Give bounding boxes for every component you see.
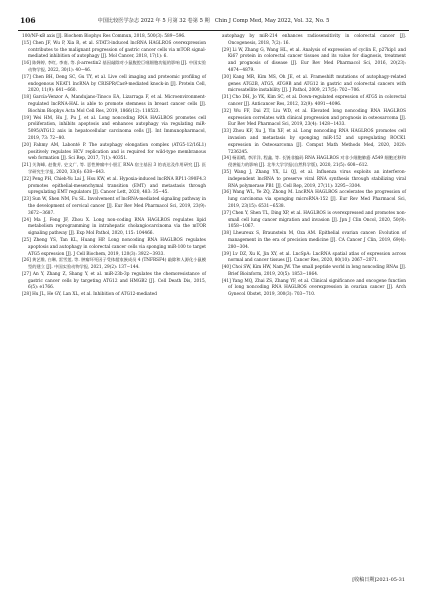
- reference-entry: [31] Cho DH, Jo YK, Kim SC, et al. Down-regulated expression of ATG5 in colorectal cancer [J]. Anticancer Res, 2012, 32(9): 4091−4096.: [222, 95, 406, 107]
- reference-entry: [29] Li W, Zhang G, Wang HL, et al. Analysis of expression of cyclin E, p27kip1 and Ki67 protein in colorectal cancer tissues and its value for diagnosis, treatment and prognosis of disease [J]. Eur Rev Med Pharmacol Sci, 2016, 20(23): 4874−4879.: [222, 47, 406, 73]
- references-left-column: [22, 34, 206, 299]
- reference-entry: [36] Wang WL, Ye ZQ, Zhong M. LncRNA HAGLROS accelerates the progression of lung carcinoma via sponging microRNA-152 [J]. Eur Rev Med Pharmacol Sci, 2019, 23(15): 6531−6538.: [222, 190, 406, 209]
- reference-entry: 100/NF-κB axis [J]. Biochem Biophys Res Commun, 2018, 500(3): 589−596.: [22, 34, 186, 39]
- reference-entry: [30] Kang MR, Kim MS, Oh JE, et al. Frameshift mutations of autophagy-related genes ATG2B, ATG5, ATG9B and ATG12 in gastric and colorectal cancers with microsatellite instability [J]. J Pathol, 2009, 217(5): 702−706.: [222, 74, 406, 94]
- reference-entry: [37] Chen Y, Shen TL, Ding XP, et al. HAGLROS is overexpressed and promotes non-small cell lung cancer migration and invasion [J]. Jpn J Clin Oncol, 2020, 50(9): 1058−1067.: [222, 210, 406, 230]
- reference-entry: [40] Choi SW, Kim HW, Nam JW. The small peptide world in long noncoding RNAs [J]. Brief Bioinform, 2019, 20(5): 1853−1864.: [222, 265, 406, 277]
- reference-entry: [33] Zhou KF, Xu J, Yin XF, et al. Long noncoding RNA HAGLROS promotes cell invasion and metastasis by sponging miR-152 and upregulating ROCK1 expression in Osteosarcoma [J]. Comput Math Methods Med, 2020, 2020: 7236245.: [222, 129, 406, 155]
- reference-entry: [35] Wang J, Zhang YX, Li QJ, et al. Influenza virus exploits an interferon-independent lncRNA to preserve viral RNA synthesis through stabilizing viral RNA polymerase PB1 [J]. Cell Rep, 2019, 27(11): 3295−3304.: [222, 169, 406, 189]
- reference-entry: [22] Peng PH, Chieh-Yu Lai J, Hsu KW, et al. Hypoxia-induced lncRNA RP11-390F4.3 promotes epithelial-mesenchymal transition (EMT) and metastasis through upregulating EMT regulators [J]. Cancer Lett, 2020, 483: 35−45.: [22, 176, 206, 196]
- reference-entry: autophagy by miR-214 enhances radiosensitivity in colorectal cancer [J]. Oncogenesis, 2018, 7(2): 16.: [222, 34, 406, 46]
- reference-entry: [28] Hu JL, He GY, Lan XL, et al. Inhibition of ATG12-mediated: [22, 292, 157, 298]
- reference-entry: [25] Zheng YS, Tan KL, Huang HP. Long noncoding RNA HAGLROS regulates apoptosis and autophagy in colorectal cancer cells via sponging miR-100 to target ATG5 expression [J]. J Cell Biochem, 2019, 120(3): 3922−3933.: [22, 237, 206, 257]
- reference-entry: [38] Lheureux S, Braunstein M, Oza AM. Epithelial ovarian cancer: Evolution of management in the era of precision medicine [J]. CA Cancer J Clin, 2019, 69(4): 280−304.: [222, 231, 406, 250]
- page-number: 106: [20, 16, 36, 25]
- reference-entry: [23] Sun W, Shen NM, Fu SL. Involvement of lncRNA-mediated signaling pathway in the development of cervical cancer [J]. Eur Rev Med Pharmacol Sci, 2019, 23(9): 3672−3687.: [22, 197, 206, 216]
- reference-entry: [41] Yang MQ, Zhai ZS, Zhang YF, et al. Clinical significance and oncogene function of long noncoding RNA HAGLROS overexpression in ovarian cancer [J]. Arch Gynecol Obstet, 2019, 300(3): 703−710.: [222, 278, 406, 298]
- reference-entry: [16] 陈婵婷, 李红, 李南, 等. β-arrestin2 基因敲除对小鼠腹腔巨噬细胞功能的影响 [J]. 中国实验动物学报, 2022, 30(1): 40−46.: [22, 61, 206, 73]
- header-divider: [18, 30, 409, 31]
- reference-entry: [34] 杨雨晴, 李洋洋, 程鑫, 等. 长链非编码 RNA HAGLROS 对非小细胞肺癌 A549 细胞迁移和侵袭能力的影响 [J]. 北华大学学报(自然科学版), 2020, 21(5): 608−612.: [222, 156, 406, 169]
- reference-entry: [18] García-Venzor A, Mandujano-Tinoco EA, Lizarraga F, et al. Microenvironment-regulated lncRNA-HAL is able to promote stemness in breast cancer cells [J]. Biochim Biophys Acta Mol Cell Res, 2019, 1866(12): 118523.: [22, 95, 206, 114]
- reference-entry: [19] Wei HM, Hu J, Pu J, et al. Long noncoding RNA HAGLROS promotes cell proliferation, inhibits apoptosis and enhances autophagy via regulating miR-5095/ATG12 axis in hepatocellular carcinoma cells [J]. Int Immunopharmacol, 2019, 73: 72−80.: [22, 115, 206, 141]
- reference-entry: [15] Chen JF, Wu P, Xia R, et al. STAT3-induced lncRNA HAGLROS overexpression contributes to the malignant progression of gastric cancer cells via mTOR signal-mediated inhibition of autophagy [J]. Mol Cancer, 2018, 17(1): 6.: [22, 40, 206, 60]
- received-date: [收稿日期]2021-05-31: [352, 577, 405, 583]
- reference-entry: [27] An Y, Zhang Z, Shang Y, et al. miR-23b-3p regulates the chemoresistance of gastric cancer cells by targeting ATG12 and HMGB2 [J]. Cell Death Dis, 2015, 6(5): e1766.: [22, 271, 206, 291]
- reference-entry: [17] Chen BH, Deng SC, Gu TY, et al. Live cell imaging and proteomic profiling of endogenous NEAT1 lncRNA by CRISPR/Cas9-mediated knock-in [J]. Protein Cell, 2020, 11(9): 641−660.: [22, 74, 206, 94]
- reference-entry: [21] 关海峰, 赵俊芳, 史文广, 等. 恶性肿瘤中小胆汇 RNA 宿主基因 3 的表达及作用研究 [J]. 医学研究生学报, 2020, 33(6): 638−643.: [22, 163, 206, 175]
- journal-running-header: 中国比较医学杂志 2022 年 5 月第 32 卷第 5 期 Chin J Comp Med, May 2022, Vol. 32, No. 5: [97, 18, 330, 24]
- reference-entry: [20] Fahmy AM, Labonté P. The autophagy elongation complex (ATG5-12/16L1) positively regulates HCV replication and is required for wild-type membranous web formation [J]. Sci Rep, 2017, 7(1): 40351.: [22, 142, 206, 162]
- references-right-column: [222, 34, 406, 299]
- reference-entry: [26] 黄艺维, 白琳, 雷雪莲, 等. 肿瘤坏死因子受体超家族成员 4 (TNFRSF4) 敲除和人源化小鼠模型的建立 [J]. 中国实验动物学报, 2021, 29(2): 137−144.: [22, 258, 206, 271]
- reference-entry: [32] Wu FF, Dai ZT, Liu WD, et al. Elevated long noncoding RNA HAGLROS expression correlates with clinical progression and prognosis in osteosarcoma [J]. Eur Rev Med Pharmacol Sci, 2019, 23(4): 1428−1433.: [222, 108, 406, 128]
- page-header: [18, 14, 409, 28]
- reference-entry: [39] Lv DZ, Xu K, Jin XY, et al. LncSpA: LncRNA spatial atlas of expression across normal and cancer tissues [J]. Cancer Res, 2020, 80(10): 2067−2071.: [222, 251, 406, 264]
- reference-entry: [24] Ma J, Feng JF, Zhou X. Long non-coding RNA HAGLROS regulates lipid metabolism reprogramming in intrahepatic cholangiocarcinoma via the mTOR signaling pathway [J]. Exp Mol Pathol, 2020, 115: 104466.: [22, 217, 206, 237]
